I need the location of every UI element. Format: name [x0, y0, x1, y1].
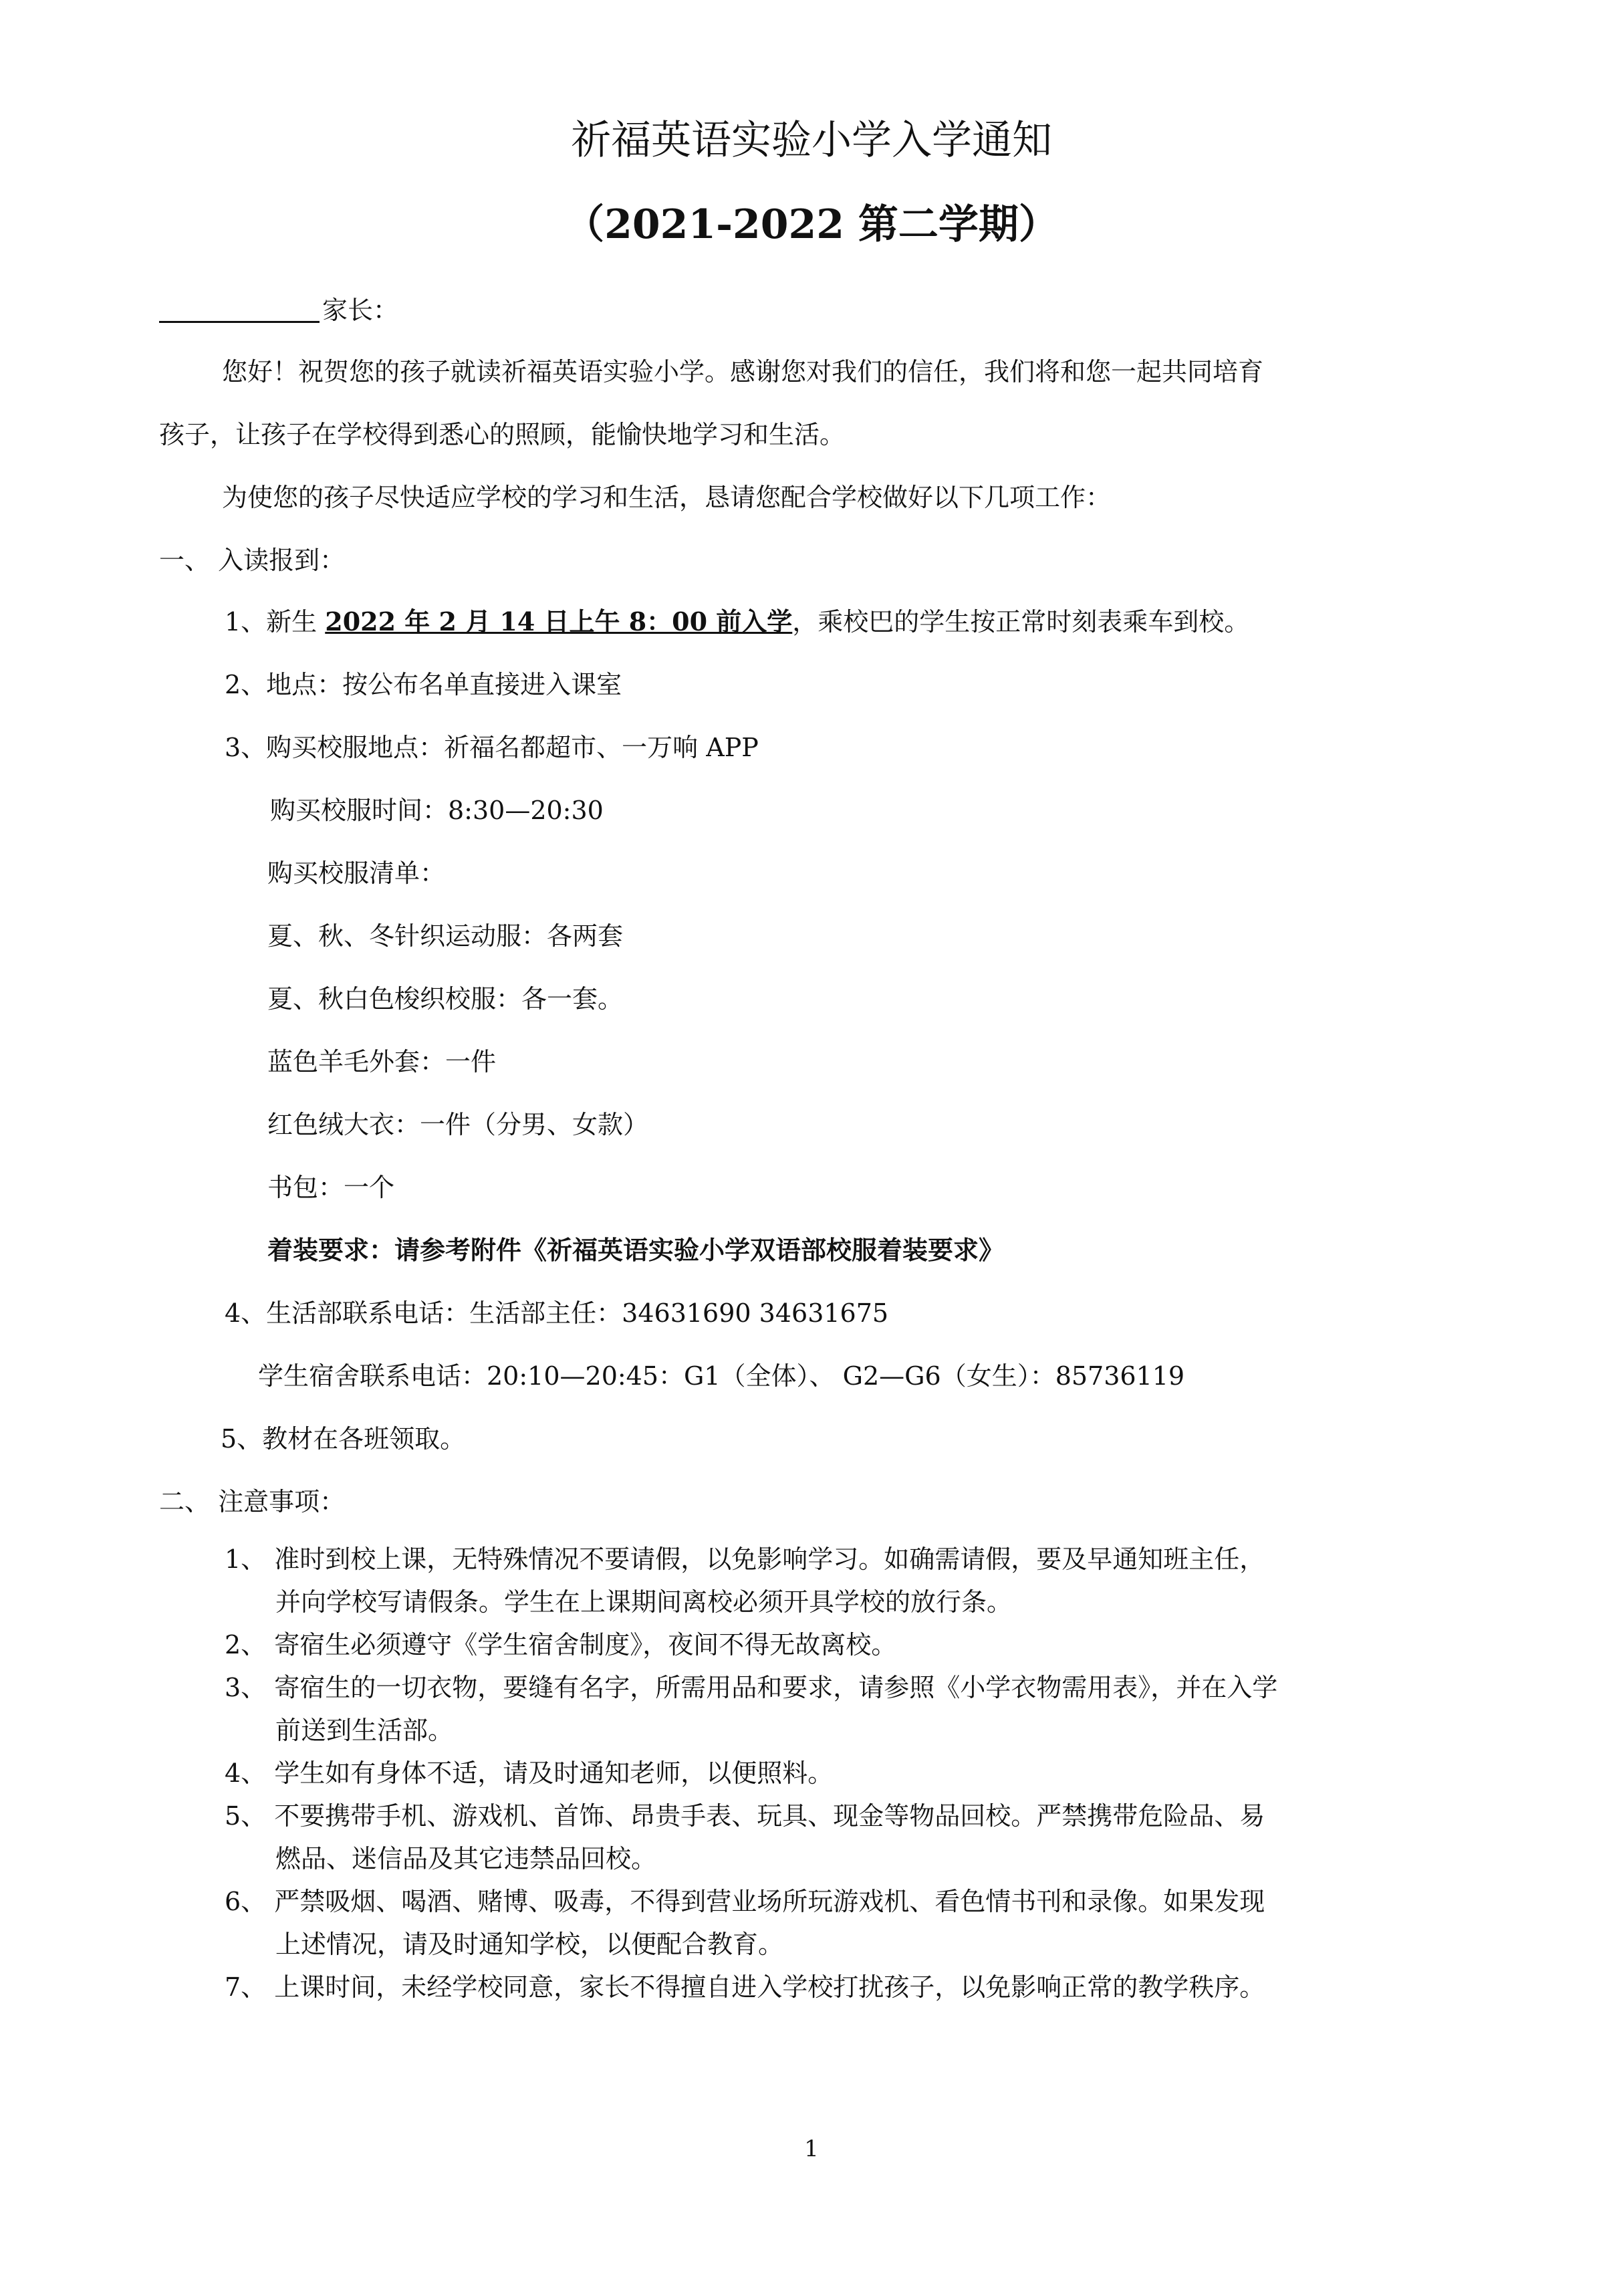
- item1-suffix: ，乘校巴的学生按正常时刻表乘车到校。: [792, 607, 1250, 637]
- notice-line: 燃品、迷信品及其它违禁品回校。: [275, 1844, 657, 1873]
- dorm-phone: 学生宿舍联系电话：20:10—20:45：G1（全体）、 G2—G6（女生）：85736119: [258, 1361, 1185, 1391]
- item1-date-emphasis: 2022 年 2 月 14 日上午 8：00 前入学: [325, 606, 793, 637]
- document-title: 祈福英语实验小学入学通知: [571, 117, 1052, 164]
- name-blank: [159, 296, 320, 323]
- section1-heading: 一、 入读报到：: [159, 546, 346, 575]
- intro-paragraph-2: 为使您的孩子尽快适应学校的学习和生活，恳请您配合学校做好以下几项工作：: [222, 483, 1112, 512]
- section1-item5: 5、教材在各班领取。: [221, 1424, 466, 1454]
- uniform-list-title: 购买校服清单：: [267, 858, 446, 888]
- notice-line: 4、 学生如有身体不适，请及时通知老师，以便照料。: [225, 1758, 834, 1788]
- section2-heading: 二、 注意事项：: [159, 1487, 346, 1516]
- notice-line: 2、 寄宿生必须遵守《学生宿舍制度》，夜间不得无故离校。: [225, 1630, 897, 1659]
- intro-paragraph-1b: 孩子，让孩子在学校得到悉心的照顾，能愉快地学习和生活。: [159, 420, 846, 449]
- notice-line: 5、 不要携带手机、游戏机、首饰、昂贵手表、玩具、现金等物品回校。严禁携带危险品、易: [225, 1801, 1265, 1831]
- uniform-item: 书包：一个: [267, 1173, 395, 1202]
- uniform-item: 夏、秋、冬针织运动服：各两套: [267, 921, 624, 951]
- uniform-item: 蓝色羊毛外套：一件: [267, 1047, 497, 1076]
- section1-item4: 4、生活部联系电话：生活部主任：34631690 34631675: [225, 1298, 889, 1328]
- salutation: [159, 294, 398, 326]
- dress-requirement: 着装要求：请参考附件《祈福英语实验小学双语部校服着装要求》: [267, 1235, 1005, 1265]
- document-subtitle: （2021-2022 第二学期）: [564, 201, 1059, 248]
- salutation-text: 家长：: [322, 296, 399, 325]
- intro-paragraph-1a: 您好！祝贺您的孩子就读祈福英语实验小学。感谢您对我们的信任，我们将和您一起共同培育: [222, 357, 1264, 386]
- page-number: 1: [804, 2136, 819, 2162]
- notice-line: 1、 准时到校上课，无特殊情况不要请假，以免影响学习。如确需请假，要及早通知班主任，: [225, 1544, 1265, 1574]
- notice-line: 并向学校写请假条。学生在上课期间离校必须开具学校的放行条。: [275, 1587, 1013, 1617]
- section1-item1: [225, 606, 1249, 638]
- notice-line: 上述情况，请及时通知学校，以便配合教育。: [275, 1930, 784, 1959]
- notice-line: 3、 寄宿生的一切衣物，要缝有名字，所需用品和要求，请参照《小学衣物需用表》，并在入学: [225, 1673, 1278, 1702]
- item1-prefix: 1、新生: [225, 607, 326, 637]
- notice-line: 7、 上课时间，未经学校同意，家长不得擅自进入学校打扰孩子，以免影响正常的教学秩序。: [225, 1972, 1265, 2002]
- section1-item3: 3、购买校服地点：祈福名都超市、一万响 APP: [225, 733, 759, 762]
- uniform-item: 夏、秋白色梭织校服：各一套。: [267, 984, 624, 1014]
- uniform-item: 红色绒大衣：一件（分男、女款）: [267, 1110, 649, 1139]
- notice-line: 6、 严禁吸烟、喝酒、赌博、吸毒，不得到营业场所玩游戏机、看色情书刊和录像。如果发现: [225, 1887, 1265, 1916]
- uniform-time: 购买校服时间：8:30—20:30: [270, 796, 604, 825]
- notice-line: 前送到生活部。: [275, 1716, 454, 1745]
- section1-item2: 2、地点：按公布名单直接进入课室: [225, 670, 622, 699]
